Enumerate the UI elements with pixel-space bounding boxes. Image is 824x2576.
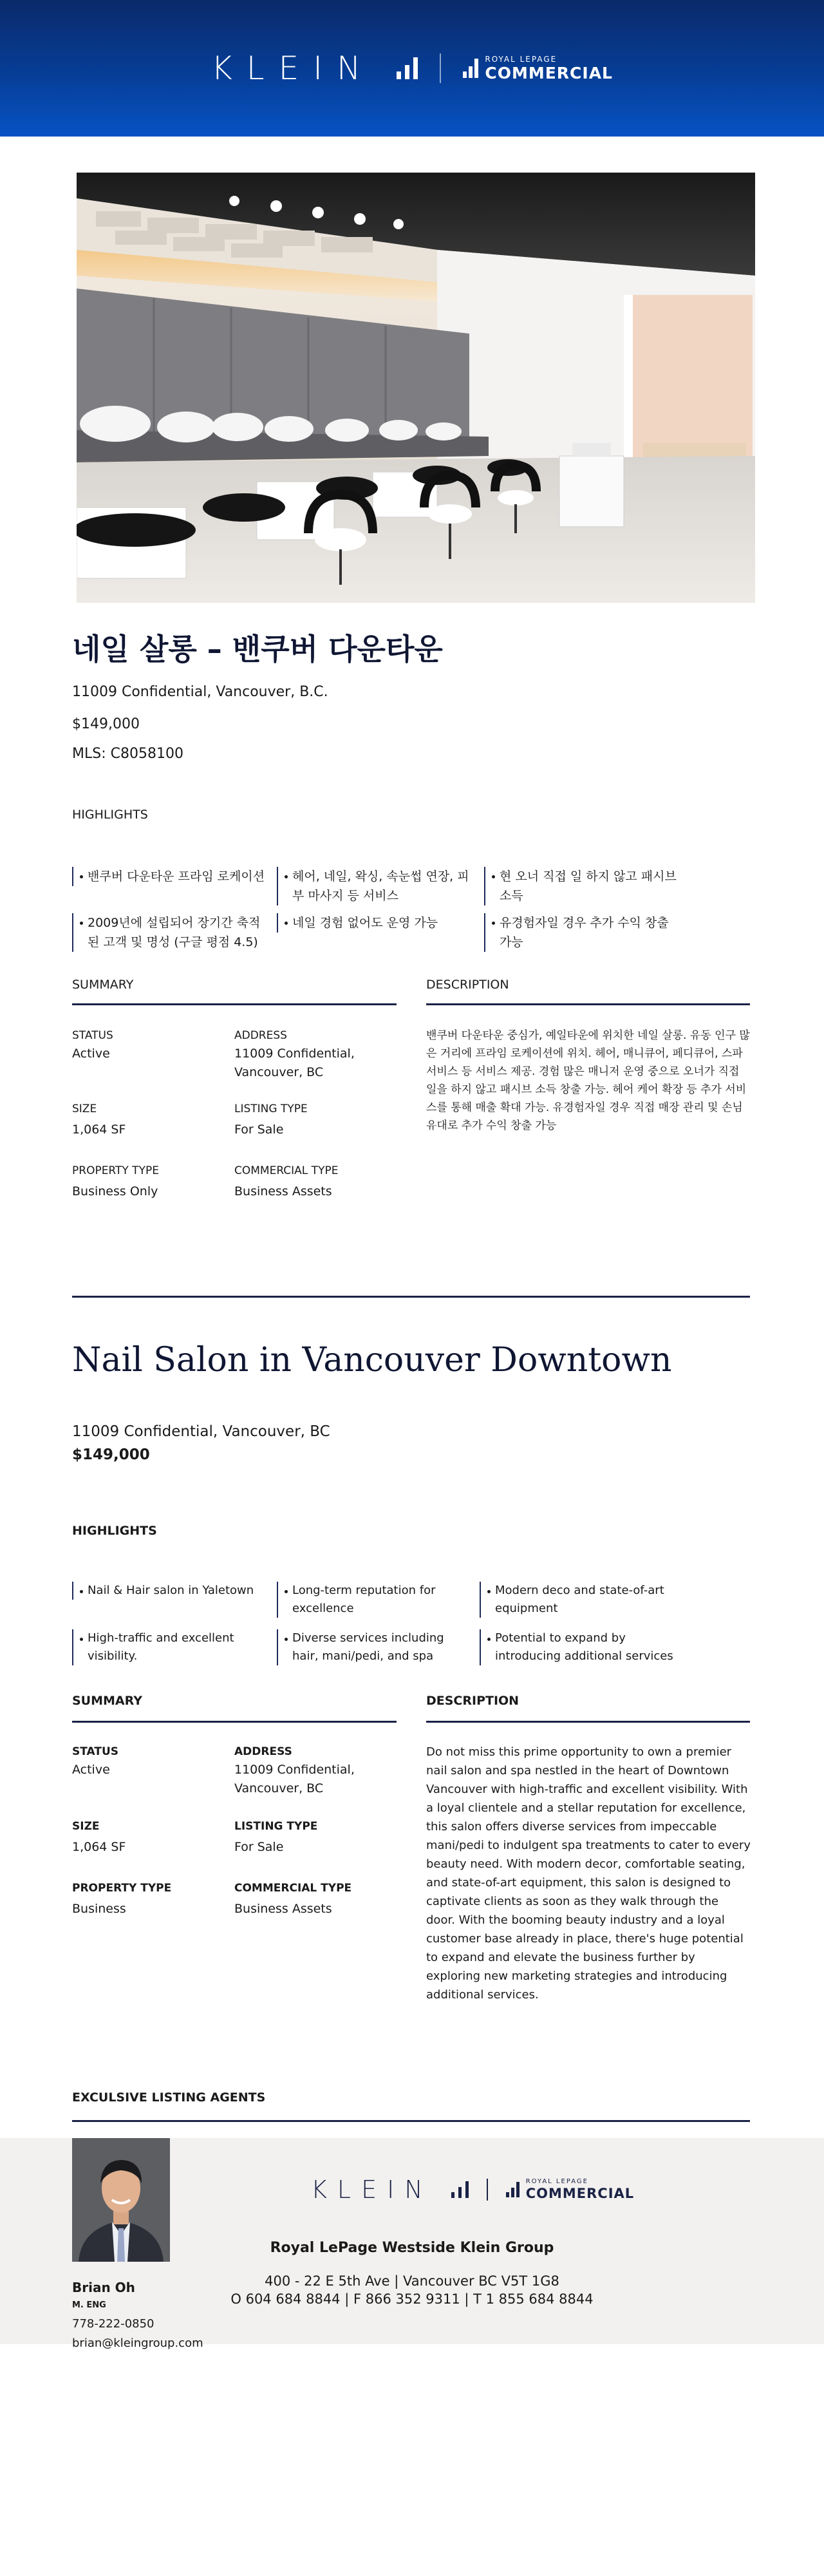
english-description-text: Do not miss this prime opportunity to own a premier nail salon and spa nestled in the heart of Downtown Vancouver with high-traffic and excellent visibility. With a loyal clientele and a stellar reputation for excellence, this salon offers diverse services from impeccable mani/pedi to indulgent spa treatments to cater to every beauty need. With modern decor, comfortable seating, and state-of-art equipment, this salon is designed to captivate clients as soon as they walk through the door. With the booming beauty industry and a loyal customer base already in place, there's huge potential to expand and elevate the business further by exploring new marketing strategies and introducing additional services. bbox=[426, 1745, 751, 2002]
english-description-rule bbox=[426, 1721, 750, 1723]
list-item: Potential to expand by introducing additional services bbox=[480, 1629, 679, 1665]
brand-logo bbox=[211, 50, 613, 87]
list-item: 네일 경험 없어도 운영 가능 bbox=[277, 913, 470, 933]
korean-status-label: STATUS bbox=[72, 1029, 113, 1042]
list-item: 헤어, 네일, 왁싱, 속눈썹 연장, 피부 마사지 등 서비스 bbox=[277, 867, 470, 905]
korean-address-value: 11009 Confidential, Vancouver, BC bbox=[234, 1046, 355, 1079]
english-highlights-label: HIGHLIGHTS bbox=[72, 1524, 157, 1538]
list-item: 밴쿠버 다운타운 프라임 로케이션 bbox=[72, 867, 265, 886]
list-item: 유경험자일 경우 추가 수익 창출 가능 bbox=[484, 913, 677, 952]
salon-interior-illustration bbox=[77, 173, 755, 603]
logo-divider bbox=[440, 53, 441, 83]
agent-name: Brian Oh bbox=[72, 2280, 135, 2295]
footer-bars-icon bbox=[451, 2181, 469, 2198]
bars-icon bbox=[397, 57, 418, 79]
english-status-value: Active bbox=[72, 1763, 110, 1777]
korean-summary-rule bbox=[72, 1003, 397, 1005]
list-item: 현 오너 직접 일 하지 않고 패시브 소득 bbox=[484, 867, 677, 905]
english-size-value: 1,064 SF bbox=[72, 1840, 126, 1854]
partner-big-text: COMMERCIAL bbox=[485, 64, 613, 82]
footer-royal-lepage-logo bbox=[506, 2179, 634, 2201]
english-summary-rule bbox=[72, 1721, 397, 1723]
korean-size-label: SIZE bbox=[72, 1103, 97, 1115]
footer-brand-logo bbox=[311, 2175, 634, 2204]
agent-phone[interactable]: 778-222-0850 bbox=[72, 2317, 154, 2331]
korean-mls: MLS: C8058100 bbox=[72, 746, 183, 762]
office-address: 400 - 22 E 5th Ave | Vancouver BC V5T 1G8 bbox=[265, 2273, 559, 2289]
english-price: $149,000 bbox=[72, 1446, 150, 1463]
korean-description-rule bbox=[426, 1003, 750, 1005]
korean-listing-type-value: For Sale bbox=[234, 1122, 284, 1137]
section-divider bbox=[72, 1296, 750, 1298]
list-item: Diverse services including hair, mani/pedi, and spa bbox=[277, 1629, 470, 1665]
agent-email[interactable]: brian@kleingroup.com bbox=[72, 2336, 203, 2350]
english-status-label: STATUS bbox=[72, 1745, 119, 1758]
korean-description-label: DESCRIPTION bbox=[426, 978, 509, 992]
footer-partner-big-text: COMMERCIAL bbox=[525, 2186, 635, 2201]
korean-description-text: 밴쿠버 다운타운 중심가, 예일타운에 위치한 네일 살롱. 유동 인구 많은 거리에 프라임 로케이션에 위치. 헤어, 매니큐어, 페디큐어, 스파 서비스 등 서비스 제공. 경험 많은 매니저 운영 중으로 오너가 직접 일을 하지 않고 패시브 소득 창출 가능. 헤어 케어 확장 등 추가 서비스를 통해 매출 확대 가능. 유경험자일 경우 직접 매장 관리 및 손님 유대로 추가 수익 창출 가능 bbox=[426, 1029, 750, 1132]
agents-label: EXCULSIVE LISTING AGENTS bbox=[72, 2090, 266, 2105]
agents-rule bbox=[72, 2120, 750, 2122]
office-phones: O 604 684 8844 | F 866 352 9311 | T 1 855 684 8844 bbox=[230, 2291, 594, 2307]
english-address-value: 11009 Confidential, Vancouver, BC bbox=[234, 1763, 355, 1795]
list-item: Long-term reputation for excellence bbox=[277, 1582, 470, 1618]
english-property-type-value: Business bbox=[72, 1902, 126, 1916]
salon-hero-image bbox=[77, 173, 755, 603]
english-commercial-type-value: Business Assets bbox=[234, 1902, 332, 1916]
list-item: High-traffic and excellent visibility. bbox=[72, 1629, 265, 1665]
korean-price: $149,000 bbox=[72, 716, 140, 732]
english-description-label: DESCRIPTION bbox=[426, 1694, 520, 1708]
royal-lepage-logo bbox=[463, 55, 613, 81]
royal-lepage-mark-icon bbox=[463, 59, 478, 78]
english-property-type-label: PROPERTY TYPE bbox=[72, 1882, 172, 1895]
office-name: Royal LePage Westside Klein Group bbox=[270, 2240, 554, 2256]
korean-size-value: 1,064 SF bbox=[72, 1122, 126, 1137]
korean-property-type-label: PROPERTY TYPE bbox=[72, 1164, 159, 1177]
korean-listing-type-label: LISTING TYPE bbox=[234, 1103, 308, 1115]
list-item: Nail & Hair salon in Yaletown bbox=[72, 1582, 265, 1600]
english-listing-title: Nail Salon in Vancouver Downtown bbox=[72, 1341, 672, 1379]
korean-commercial-type-value: Business Assets bbox=[234, 1184, 332, 1198]
korean-summary-label: SUMMARY bbox=[72, 978, 134, 992]
agent-credential: M. ENG bbox=[72, 2300, 106, 2310]
english-size-label: SIZE bbox=[72, 1820, 100, 1833]
english-address-label: ADDRESS bbox=[234, 1745, 292, 1758]
english-address: 11009 Confidential, Vancouver, BC bbox=[72, 1423, 330, 1440]
partner-small-text: ROYAL LEPAGE bbox=[485, 55, 557, 64]
footer-klein-wordmark: KLEIN bbox=[311, 2175, 433, 2204]
korean-address-label: ADDRESS bbox=[234, 1029, 287, 1042]
korean-property-type-value: Business Only bbox=[72, 1184, 158, 1198]
english-commercial-type-label: COMMERCIAL TYPE bbox=[234, 1882, 352, 1895]
klein-wordmark: KLEIN bbox=[211, 50, 375, 87]
korean-status-value: Active bbox=[72, 1046, 110, 1061]
korean-address: 11009 Confidential, Vancouver, B.C. bbox=[72, 684, 328, 700]
korean-commercial-type-label: COMMERCIAL TYPE bbox=[234, 1164, 339, 1177]
list-item: 2009년에 설립되어 장기간 축적된 고객 및 명성 (구글 평점 4.5) bbox=[72, 913, 265, 952]
list-item: Modern deco and state-of-art equipment bbox=[480, 1582, 679, 1618]
english-listing-type-value: For Sale bbox=[234, 1840, 284, 1854]
footer-royal-lepage-mark-icon bbox=[506, 2182, 520, 2197]
footer-partner-small-text: ROYAL LEPAGE bbox=[525, 2178, 588, 2185]
english-listing-type-label: LISTING TYPE bbox=[234, 1820, 318, 1833]
english-summary-label: SUMMARY bbox=[72, 1694, 142, 1708]
korean-highlights-label: HIGHLIGHTS bbox=[72, 808, 148, 822]
footer-logo-divider bbox=[487, 2179, 488, 2201]
korean-listing-title: 네일 살롱 – 밴쿠버 다운타운 bbox=[72, 632, 443, 667]
page-header bbox=[0, 0, 824, 137]
